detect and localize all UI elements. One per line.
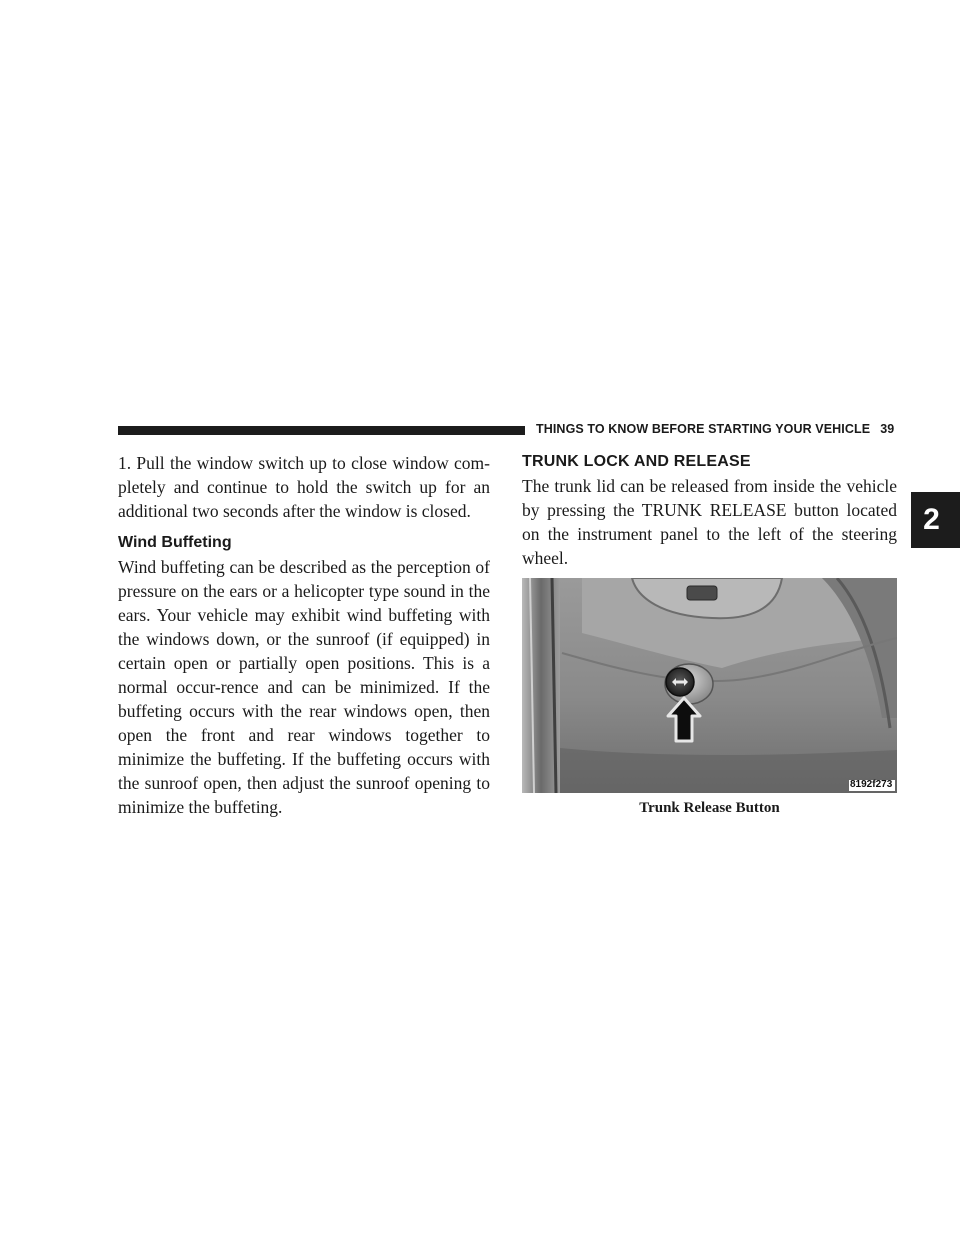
trunk-paragraph: The trunk lid can be released from inside the vehicle by pressing the TRUNK RELEASE button located on the instrument panel to the left of the steering wheel. [522,476,897,568]
wind-buffeting-paragraph: Wind buffeting can be described as the perception of pressure on the ears or a helicopter type sound in the ears. Your vehicle may exhibit wind buffeting with the windows down, or the sunroof (if equipped) in certain open or partially open positions. This is a normal occur-rence and can be minimized. If the buffeting occurs with the rear windows open, then open the front and rear windows together to minimize the buffeting. If the buffeting occurs with the sunroof open, then adjust the sunroof opening to minimize the buffeting. [118,557,490,817]
wind-buffeting-heading: Wind Buffeting [118,534,232,551]
trunk-lock-heading: TRUNK LOCK AND RELEASE [522,453,751,470]
left-column [118,451,490,819]
intro-paragraph: 1. Pull the window switch up to close window com-pletely and continue to hold the switch up for an additional two seconds after the window is closed. [118,453,490,521]
section-title: THINGS TO KNOW BEFORE STARTING YOUR VEHICLE [536,422,871,436]
figure-caption: Trunk Release Button [639,800,780,816]
trunk-release-illustration [522,578,897,793]
trunk-release-photo [522,578,897,793]
chapter-tab: 2 [911,492,960,548]
page-number: 39 [880,422,895,436]
running-header [536,422,894,436]
image-code: 8192f273 [850,779,893,790]
header-rule [118,426,525,435]
